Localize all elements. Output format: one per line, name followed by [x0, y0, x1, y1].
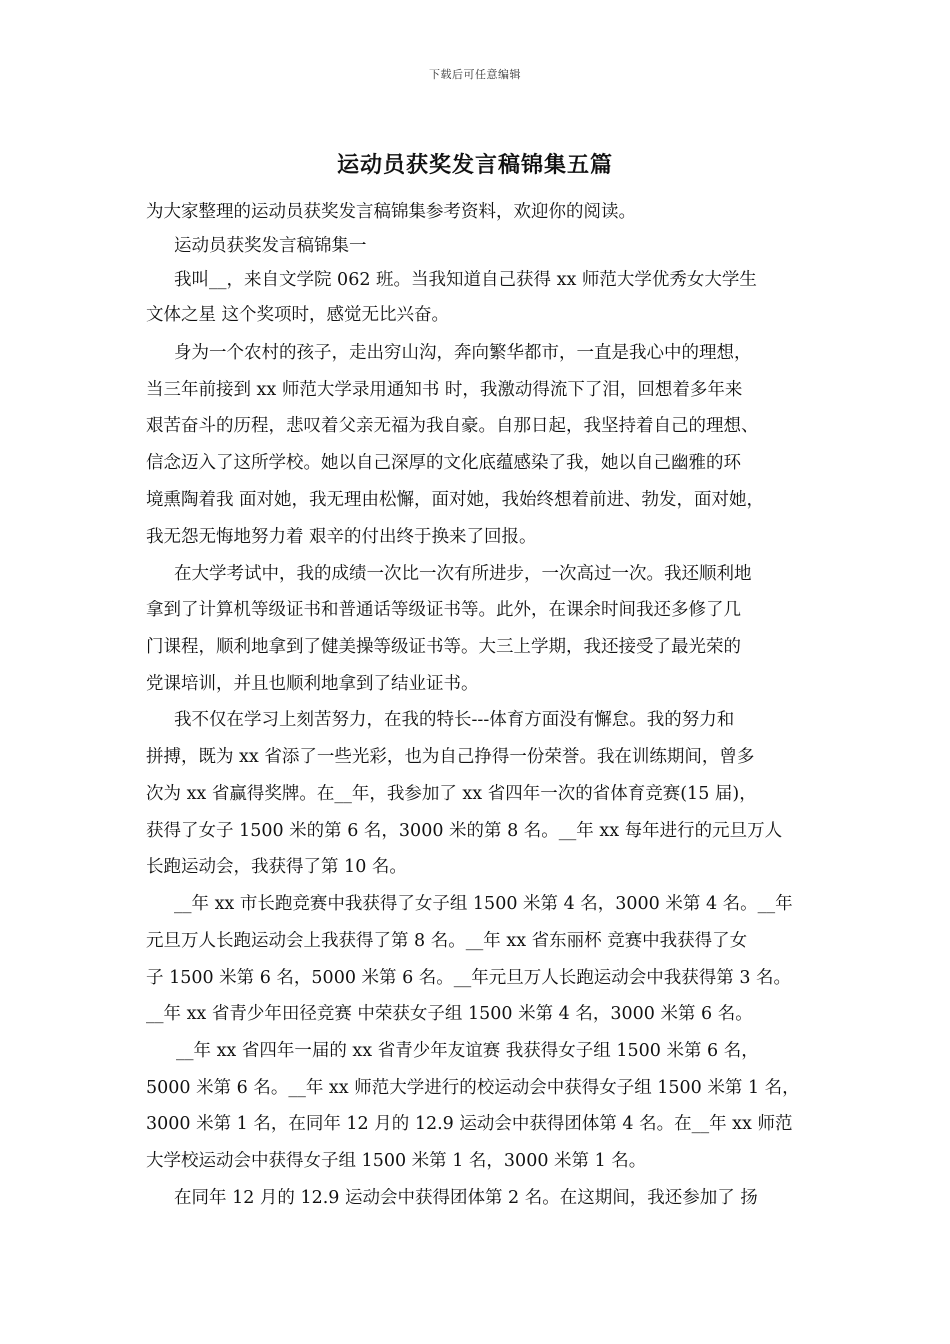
text-line: 身为一个农村的孩子，走出穷山沟，奔向繁华都市，一直是我心中的理想， — [174, 343, 752, 363]
text-line: 元旦万人长跑运动会上我获得了第 8 名。__年 xx 省东丽杯 竞赛中我获得了女 — [146, 931, 748, 951]
text-line: 拼搏，既为 xx 省添了一些光彩，也为自己挣得一份荣誉。我在训练期间，曾多 — [146, 747, 755, 767]
section-heading: 运动员获奖发言稿锦集一 — [174, 236, 367, 256]
text-line: 当三年前接到 xx 师范大学录用通知书 时，我激动得流下了泪，回想着多年来 — [146, 380, 743, 400]
text-line: 在同年 12 月的 12.9 运动会中获得团体第 2 名。在这期间，我还参加了 扬 — [174, 1188, 758, 1208]
text-line: 子 1500 米第 6 名，5000 米第 6 名。__年元旦万人长跑运动会中我获得第 3 名。 — [146, 968, 792, 988]
text-line: 门课程，顺利地拿到了健美操等级证书等。大三上学期，我还接受了最光荣的 — [146, 637, 741, 657]
text-line: 获得了女子 1500 米的第 6 名，3000 米的第 8 名。__年 xx 每年进行的元旦万人 — [146, 821, 783, 841]
document-title: 运动员获奖发言稿锦集五篇 — [336, 152, 613, 178]
text-line: 文体之星 这个奖项时，感觉无比兴奋。 — [146, 305, 450, 325]
text-line: __年 xx 省四年一届的 xx 省青少年友谊赛 我获得女子组 1500 米第 6 名， — [176, 1041, 759, 1061]
text-line: 信念迈入了这所学校。她以自己深厚的文化底蕴感染了我，她以自己幽雅的环 — [146, 453, 741, 473]
text-line: 次为 xx 省赢得奖牌。在__年，我参加了 xx 省四年一次的省体育竞赛(15 届)， — [146, 784, 757, 804]
text-line: __年 xx 市长跑竞赛中我获得了女子组 1500 米第 4 名，3000 米第 4 名。__年 — [174, 894, 793, 914]
text-line: 我不仅在学习上刻苦努力，在我的特长---体育方面没有懈怠。我的努力和 — [174, 710, 735, 730]
text-line: 在大学考试中，我的成绩一次比一次有所进步，一次高过一次。我还顺利地 — [174, 564, 752, 584]
text-line: 为大家整理的运动员获奖发言稿锦集参考资料，欢迎你的阅读。 — [146, 202, 636, 222]
text-line: 境熏陶着我 面对她，我无理由松懈，面对她，我始终想着前进、勃发，面对她， — [146, 490, 765, 510]
text-line: 艰苦奋斗的历程，悲叹着父亲无福为我自豪。自那日起，我坚持着自己的理想、 — [146, 416, 759, 436]
header-note: 下载后可任意编辑 — [429, 68, 521, 81]
text-line: 拿到了计算机等级证书和普通话等级证书等。此外，在课余时间我还多修了几 — [146, 600, 741, 620]
text-line: __年 xx 省青少年田径竞赛 中荣获女子组 1500 米第 4 名，3000 米第 6 名。 — [146, 1004, 753, 1024]
text-line: 大学校运动会中获得女子组 1500 米第 1 名，3000 米第 1 名。 — [146, 1151, 647, 1171]
text-line: 党课培训，并且也顺利地拿到了结业证书。 — [146, 674, 479, 694]
text-line: 5000 米第 6 名。__年 xx 师范大学进行的校运动会中获得女子组 1500 米第 1 名， — [146, 1078, 800, 1098]
text-line: 3000 米第 1 名，在同年 12 月的 12.9 运动会中获得团体第 4 名。在__年 xx 师范 — [146, 1114, 793, 1134]
text-line: 我叫__，来自文学院 062 班。当我知道自己获得 xx 师范大学优秀女大学生 — [174, 270, 757, 290]
text-line: 长跑运动会，我获得了第 10 名。 — [146, 857, 407, 877]
text-line: 我无怨无悔地努力着 艰辛的付出终于换来了回报。 — [146, 527, 537, 547]
